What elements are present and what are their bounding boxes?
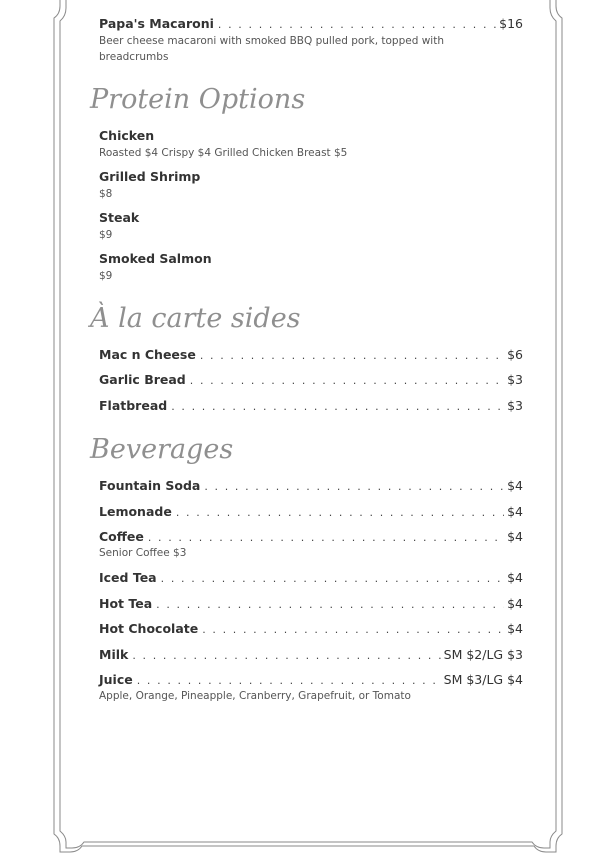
- leader-dots: [161, 571, 504, 587]
- item-price: $4: [507, 621, 523, 636]
- menu-item-side: [99, 347, 523, 364]
- menu-item-beverage: [99, 529, 523, 546]
- item-name: Flatbread: [99, 398, 168, 413]
- protein-detail: $8: [99, 188, 113, 200]
- menu-item-beverage: [99, 570, 523, 587]
- leader-dots: [176, 505, 504, 521]
- menu-item-papas-macaroni: [99, 16, 523, 33]
- item-price: $6: [507, 347, 523, 362]
- leader-dots: [218, 17, 496, 33]
- protein-name: Chicken: [99, 128, 155, 143]
- leader-dots: [156, 597, 504, 613]
- item-price: $4: [507, 478, 523, 493]
- section-heading-sides: À la carte sides: [90, 303, 301, 334]
- protein-detail: $9: [99, 229, 113, 241]
- item-name: Hot Chocolate: [99, 621, 199, 636]
- menu-item-beverage: [99, 504, 523, 521]
- leader-dots: [202, 622, 504, 638]
- leader-dots: [148, 530, 504, 546]
- item-name: Milk: [99, 647, 129, 662]
- item-description: Beer cheese macaroni with smoked BBQ pulled pork, topped with breadcrumbs: [99, 35, 444, 63]
- item-price: SM $2/LG $3: [443, 647, 523, 662]
- item-note: Apple, Orange, Pineapple, Cranberry, Grapefruit, or Tomato: [99, 690, 411, 702]
- section-heading-protein: Protein Options: [90, 84, 306, 115]
- menu-item-beverage: [99, 478, 523, 495]
- leader-dots: [132, 648, 440, 664]
- item-price: $4: [507, 504, 523, 519]
- protein-name: Steak: [99, 210, 140, 225]
- item-name: Garlic Bread: [99, 372, 186, 387]
- menu-item-beverage: [99, 647, 523, 664]
- item-name: Coffee: [99, 529, 144, 544]
- protein-detail: $9: [99, 270, 113, 282]
- menu-item-beverage: [99, 596, 523, 613]
- menu-item-side: [99, 398, 523, 415]
- item-name: Papa's Macaroni: [99, 16, 214, 31]
- item-note: Senior Coffee $3: [99, 547, 187, 559]
- item-price: $3: [507, 398, 523, 413]
- menu-item-beverage: [99, 672, 523, 689]
- item-price: $4: [507, 529, 523, 544]
- leader-dots: [171, 399, 504, 415]
- menu-item-side: [99, 372, 523, 389]
- item-price: $4: [507, 596, 523, 611]
- protein-name: Smoked Salmon: [99, 251, 212, 266]
- leader-dots: [204, 479, 504, 495]
- item-name: Juice: [99, 672, 133, 687]
- item-name: Hot Tea: [99, 596, 153, 611]
- item-name: Lemonade: [99, 504, 172, 519]
- menu-item-beverage: [99, 621, 523, 638]
- leader-dots: [190, 373, 504, 389]
- leader-dots: [137, 673, 441, 689]
- protein-detail: Roasted $4 Crispy $4 Grilled Chicken Breast $5: [99, 147, 348, 159]
- item-name: Fountain Soda: [99, 478, 201, 493]
- item-price: $3: [507, 372, 523, 387]
- leader-dots: [200, 348, 504, 364]
- item-price: $4: [507, 570, 523, 585]
- section-heading-beverages: Beverages: [90, 434, 234, 465]
- item-price: $16: [499, 16, 523, 31]
- protein-name: Grilled Shrimp: [99, 169, 201, 184]
- item-name: Iced Tea: [99, 570, 157, 585]
- item-price: SM $3/LG $4: [443, 672, 523, 687]
- item-name: Mac n Cheese: [99, 347, 196, 362]
